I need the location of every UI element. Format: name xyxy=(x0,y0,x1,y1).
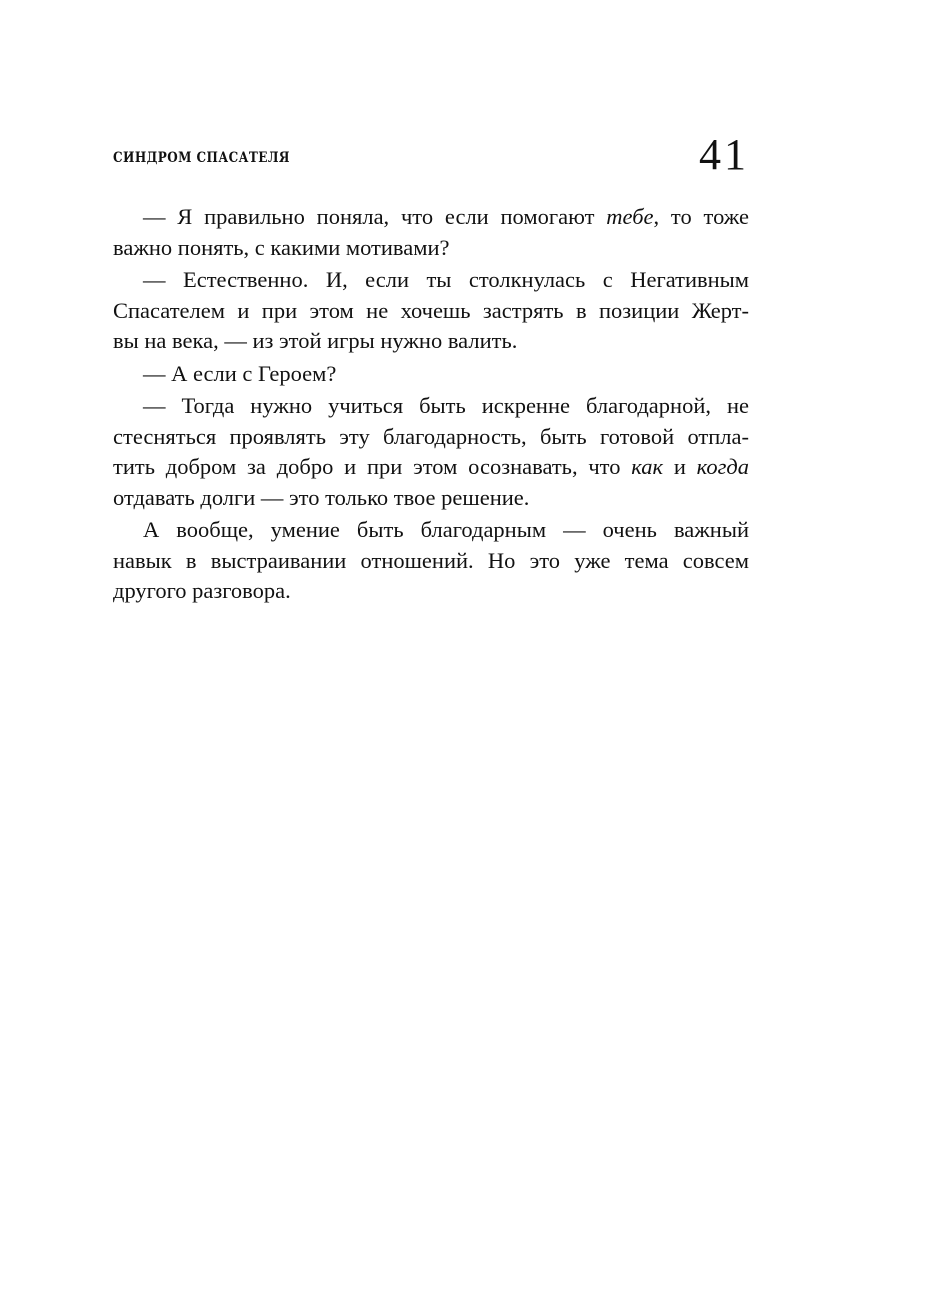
text-line: другого разговора. xyxy=(113,578,291,603)
text-line: — Я правильно поняла, что если помогают тебе, то тоже xyxy=(143,204,749,229)
emphasis: когда xyxy=(696,454,749,479)
text-line: — Естественно. И, если ты столкнулась с Негативным xyxy=(143,267,749,292)
text-line: тить добром за добро и при этом осознавать, что как и когда xyxy=(113,454,749,479)
text-line: — А если с Героем? xyxy=(143,360,337,386)
body-text xyxy=(113,202,749,607)
text-line: важно понять, с какими мотивами? xyxy=(113,234,450,260)
text-line: Спасателем и при этом не хочешь застрять в позиции Жерт- xyxy=(113,297,749,323)
text-line: навык в выстраивании отношений. Но это уже тема совсем xyxy=(113,547,749,573)
text-line: отдавать долги — это только твое решение. xyxy=(113,484,530,510)
text-line: — Тогда нужно учиться быть искренне благодарной, не xyxy=(143,393,749,418)
paragraph-1 xyxy=(113,202,749,263)
paragraph-2 xyxy=(113,265,749,357)
text-line: стесняться проявлять эту благодарность, быть готовой отпла- xyxy=(113,423,749,449)
paragraph-3 xyxy=(113,359,749,390)
text-line: А вообще, умение быть благодарным — очень важный xyxy=(143,517,749,542)
emphasis: как xyxy=(631,454,664,479)
running-title: СИНДРОМ СПАСАТЕЛЯ xyxy=(113,150,290,166)
paragraph-5 xyxy=(113,515,749,607)
text-line: вы на века, — из этой игры нужно валить. xyxy=(113,328,518,353)
emphasis: тебе xyxy=(606,204,654,229)
page-number: 41 xyxy=(699,130,749,179)
paragraph-4 xyxy=(113,391,749,513)
